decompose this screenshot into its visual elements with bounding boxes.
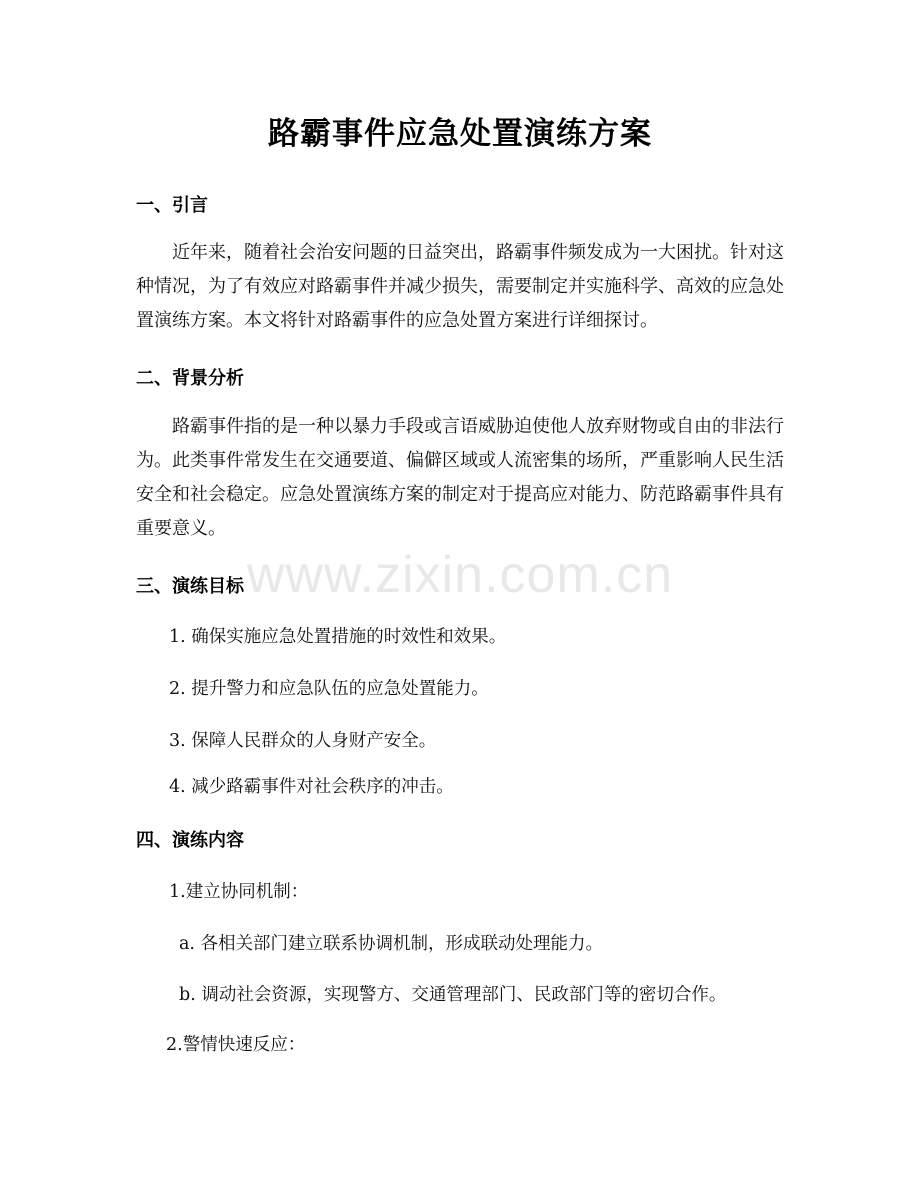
goal-item: 4. 减少路霸事件对社会秩序的冲击。: [169, 777, 454, 797]
subsection-item: a. 各相关部门建立联系协调机制，形成联动处理能力。: [179, 934, 604, 954]
section-paragraph-introduction: 近年来，随着社会治安问题的日益突出，路霸事件频发成为一大困扰。针对这种情况，为了有效应对路霸事件并减少损失，需要制定并实施科学、高效的应急处置演练方案。本文将针对路霸事件的应急处置方案进行详细探讨。: [136, 242, 784, 331]
subsection-label: 2.警情快速反应：: [166, 1035, 306, 1055]
section-heading-content: 四、演练内容: [136, 830, 244, 851]
section-heading-introduction: 一、引言: [136, 195, 208, 216]
section-paragraph-background: 路霸事件指的是一种以暴力手段或言语威胁迫使他人放弃财物或自由的非法行为。此类事件常发生在交通要道、偏僻区域或人流密集的场所，严重影响人民生活安全和社会稳定。应急处置演练方案的制定对于提高应对能力、防范路霸事件具有重要意义。: [136, 416, 784, 539]
subsection-item: b. 调动社会资源，实现警方、交通管理部门、民政部门等的密切合作。: [179, 985, 727, 1005]
section-heading-background: 二、背景分析: [136, 368, 244, 389]
subsection-label: 1.建立协同机制：: [169, 882, 309, 902]
section-heading-goals: 三、演练目标: [136, 576, 244, 597]
goal-item: 3. 保障人民群众的人身财产安全。: [169, 731, 437, 751]
document-title: 路霸事件应急处置演练方案: [268, 116, 652, 152]
watermark: www.zixin.com.cn: [246, 546, 674, 604]
goal-item: 1. 确保实施应急处置措施的时效性和效果。: [169, 627, 507, 647]
goal-item: 2. 提升警力和应急队伍的应急处置能力。: [169, 679, 489, 699]
